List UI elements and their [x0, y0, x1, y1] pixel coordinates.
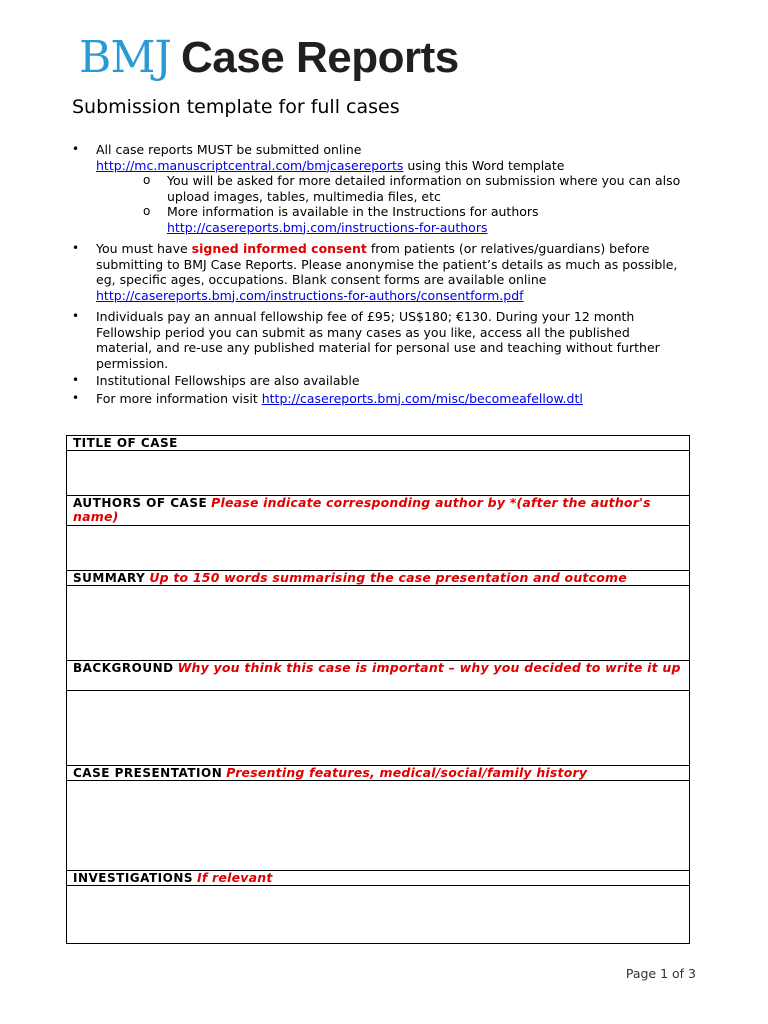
sub-bullet-text: You will be asked for more detailed information on submission where you can also upload images, tables, multimedia files, etc — [167, 173, 681, 204]
summary-field[interactable] — [67, 586, 690, 661]
logo-case-reports: Case Reports — [181, 33, 459, 82]
manuscript-central-link[interactable]: http://mc.manuscriptcentral.com/bmjcasereports — [96, 157, 404, 173]
authors-hint: Please indicate corresponding author by *(after the author's name) — [73, 495, 651, 524]
logo-bmj: BMJ — [79, 32, 172, 83]
bullet-institutional — [0, 373, 686, 389]
bullet-glyph: • — [72, 373, 80, 387]
form-row-background-header — [67, 661, 690, 691]
bullet-text: You must have — [96, 241, 192, 256]
authors-of-case-header — [67, 496, 690, 526]
instructions-list — [0, 142, 768, 406]
form-row-presentation-input — [67, 781, 690, 871]
authors-of-case-label: AUTHORS OF CASE — [73, 496, 208, 510]
bullet-glyph: • — [72, 390, 80, 405]
form-row-summary-input — [67, 586, 690, 661]
bullet-text: using this Word template — [403, 157, 565, 173]
sub-bullet-glyph: o — [143, 204, 151, 218]
summary-hint: Up to 150 words summarising the case presentation and outcome — [149, 570, 627, 585]
case-presentation-hint: Presenting features, medical/social/family history — [226, 765, 588, 780]
form-row-authors-header — [67, 496, 690, 526]
bullet-glyph: • — [72, 241, 80, 255]
page-subtitle: Submission template for full cases — [72, 96, 400, 118]
bullet-text: Institutional Fellowships are also available — [96, 373, 360, 388]
bullet-submit-online — [0, 142, 686, 173]
page-number: Page 1 of 3 — [625, 966, 696, 981]
sub-bullet-detailed-info — [0, 173, 686, 204]
case-report-form — [66, 435, 690, 944]
case-presentation-header — [67, 766, 690, 781]
background-label: BACKGROUND — [73, 661, 174, 675]
form-row-title-input — [67, 451, 690, 496]
sub-bullet-text: More information is available in the Instructions for authors — [167, 204, 539, 219]
investigations-header — [67, 871, 690, 886]
background-header — [67, 661, 690, 691]
form-row-title-header — [67, 436, 690, 451]
investigations-field[interactable] — [67, 886, 690, 944]
case-presentation-field[interactable] — [67, 781, 690, 871]
sub-bullet-more-info — [0, 204, 686, 235]
form-row-investigations-header — [67, 871, 690, 886]
bullet-fellowship-fee — [0, 309, 686, 371]
bullet-consent — [0, 241, 686, 303]
bullet-text: For more information visit — [96, 390, 262, 406]
case-presentation-label: CASE PRESENTATION — [73, 766, 223, 780]
investigations-label: INVESTIGATIONS — [73, 871, 194, 885]
title-of-case-field[interactable] — [67, 451, 690, 496]
summary-header — [67, 571, 690, 586]
bullet-more-info — [0, 391, 686, 407]
background-field[interactable] — [67, 691, 690, 766]
bmj-case-reports-logo — [79, 32, 459, 83]
form-row-investigations-input — [67, 886, 690, 944]
bullet-text: from patients (or relatives/guardians) before submitting to BMJ Case Reports. Please anonymise the patient’s details as much as possible, eg, specific ages, occupations. Blank consent forms are available online — [96, 241, 678, 287]
title-of-case-header — [67, 436, 690, 451]
form-row-authors-input — [67, 526, 690, 571]
investigations-hint: If relevant — [197, 870, 273, 885]
form-row-presentation-header — [67, 766, 690, 781]
form-row-background-input — [67, 691, 690, 766]
sub-bullet-glyph: o — [143, 173, 151, 187]
become-fellow-link[interactable]: http://casereports.bmj.com/misc/becomeafellow.dtl — [261, 390, 583, 406]
bullet-glyph: • — [72, 309, 80, 323]
background-hint: Why you think this case is important – why you decided to write it up — [177, 660, 681, 675]
signed-consent-emphasis: signed informed consent — [191, 241, 367, 256]
bullet-text: Individuals pay an annual fellowship fee of £95; US$180; €130. During your 12 month Fellowship period you can submit as many cases as you like, access all the published material, and re-use any published material for personal use and teaching without further permission. — [96, 309, 660, 371]
form-row-summary-header — [67, 571, 690, 586]
bullet-glyph: • — [72, 142, 80, 156]
instructions-for-authors-link[interactable]: http://casereports.bmj.com/instructions-for-authors — [167, 219, 488, 235]
summary-label: SUMMARY — [73, 571, 146, 585]
title-of-case-label: TITLE OF CASE — [73, 436, 178, 450]
bullet-text: All case reports MUST be submitted online — [96, 142, 362, 157]
authors-of-case-field[interactable] — [67, 526, 690, 571]
consent-form-link[interactable]: http://casereports.bmj.com/instructions-for-authors/consentform.pdf — [96, 287, 524, 303]
